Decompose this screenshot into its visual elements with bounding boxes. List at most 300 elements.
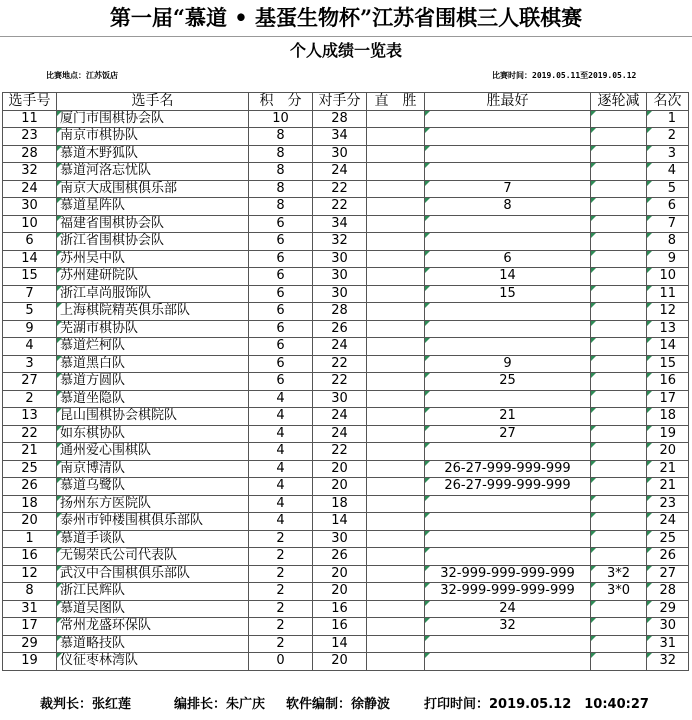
opponent-score-cell: 24 <box>313 163 367 181</box>
best-win-cell <box>425 548 591 566</box>
player-name-cell: 慕道黑白队 <box>57 355 249 373</box>
best-win-cell <box>425 233 591 251</box>
opponent-score-cell: 28 <box>313 303 367 321</box>
opponent-score-cell: 22 <box>313 443 367 461</box>
score-cell: 4 <box>249 513 313 531</box>
player-number-cell: 29 <box>3 635 57 653</box>
progressive-cut-cell <box>591 460 647 478</box>
referee-label: 裁判长：张红莲 <box>40 697 132 712</box>
progressive-cut-cell <box>591 390 647 408</box>
progressive-cut-cell <box>591 373 647 391</box>
results-table <box>2 92 689 671</box>
direct-win-cell <box>367 163 425 181</box>
best-win-cell <box>425 495 591 513</box>
player-name-cell: 上海棋院精英俱乐部队 <box>57 303 249 321</box>
direct-win-cell <box>367 338 425 356</box>
rank-cell: 27 <box>647 565 689 583</box>
player-number-cell: 18 <box>3 495 57 513</box>
progressive-cut-cell <box>591 163 647 181</box>
rank-cell: 17 <box>647 390 689 408</box>
column-header-direct-win: 直 胜 <box>367 93 425 111</box>
direct-win-cell <box>367 425 425 443</box>
rank-cell: 15 <box>647 355 689 373</box>
score-cell: 10 <box>249 110 313 128</box>
direct-win-cell <box>367 408 425 426</box>
rank-cell: 29 <box>647 600 689 618</box>
opponent-score-cell: 22 <box>313 198 367 216</box>
player-name-cell: 芜湖市棋协队 <box>57 320 249 338</box>
score-cell: 6 <box>249 303 313 321</box>
best-win-cell: 26-27-999-999-999 <box>425 460 591 478</box>
table-row <box>3 320 689 338</box>
player-name-cell: 常州龙盛环保队 <box>57 618 249 636</box>
progressive-cut-cell: 3*2 <box>591 565 647 583</box>
player-name-cell: 武汉中合围棋俱乐部队 <box>57 565 249 583</box>
table-row <box>3 250 689 268</box>
player-number-cell: 7 <box>3 285 57 303</box>
player-name-cell: 慕道乌鹭队 <box>57 478 249 496</box>
table-row <box>3 565 689 583</box>
rank-cell: 32 <box>647 653 689 671</box>
date-range-label: 比赛时间：2019.05.11至2019.05.12 <box>492 71 637 80</box>
table-row <box>3 600 689 618</box>
page-subtitle: 个人成绩一览表 <box>0 36 692 65</box>
direct-win-cell <box>367 215 425 233</box>
score-cell: 6 <box>249 233 313 251</box>
table-header-row <box>3 93 689 111</box>
rank-cell: 20 <box>647 443 689 461</box>
player-number-cell: 22 <box>3 425 57 443</box>
rank-cell: 11 <box>647 285 689 303</box>
direct-win-cell <box>367 180 425 198</box>
column-header-player-name: 选手名 <box>57 93 249 111</box>
progressive-cut-cell <box>591 303 647 321</box>
direct-win-cell <box>367 250 425 268</box>
progressive-cut-cell <box>591 548 647 566</box>
print-time-label: 打印时间：2019.05.12 10:40:27 <box>424 697 649 712</box>
player-name-cell: 慕道手谈队 <box>57 530 249 548</box>
player-number-cell: 12 <box>3 565 57 583</box>
best-win-cell: 7 <box>425 180 591 198</box>
table-row <box>3 215 689 233</box>
opponent-score-cell: 30 <box>313 530 367 548</box>
progressive-cut-cell <box>591 653 647 671</box>
rank-cell: 10 <box>647 268 689 286</box>
opponent-score-cell: 20 <box>313 565 367 583</box>
player-number-cell: 16 <box>3 548 57 566</box>
best-win-cell <box>425 320 591 338</box>
column-header-progressive-cut: 逐轮减 <box>591 93 647 111</box>
column-header-player-number: 选手号 <box>3 93 57 111</box>
progressive-cut-cell <box>591 198 647 216</box>
player-number-cell: 5 <box>3 303 57 321</box>
progressive-cut-cell <box>591 180 647 198</box>
score-cell: 2 <box>249 565 313 583</box>
player-number-cell: 8 <box>3 583 57 601</box>
score-cell: 4 <box>249 478 313 496</box>
rank-cell: 4 <box>647 163 689 181</box>
best-win-cell: 9 <box>425 355 591 373</box>
rank-cell: 1 <box>647 110 689 128</box>
direct-win-cell <box>367 618 425 636</box>
player-number-cell: 11 <box>3 110 57 128</box>
opponent-score-cell: 22 <box>313 180 367 198</box>
rank-cell: 30 <box>647 618 689 636</box>
player-number-cell: 32 <box>3 163 57 181</box>
player-name-cell: 仪征枣林湾队 <box>57 653 249 671</box>
opponent-score-cell: 14 <box>313 513 367 531</box>
player-name-cell: 福建省围棋协会队 <box>57 215 249 233</box>
progressive-cut-cell: 3*0 <box>591 583 647 601</box>
player-number-cell: 19 <box>3 653 57 671</box>
progressive-cut-cell <box>591 408 647 426</box>
score-cell: 0 <box>249 653 313 671</box>
table-row <box>3 355 689 373</box>
score-cell: 8 <box>249 128 313 146</box>
best-win-cell: 32 <box>425 618 591 636</box>
best-win-cell: 26-27-999-999-999 <box>425 478 591 496</box>
score-cell: 6 <box>249 268 313 286</box>
progressive-cut-cell <box>591 215 647 233</box>
opponent-score-cell: 30 <box>313 145 367 163</box>
rank-cell: 13 <box>647 320 689 338</box>
table-row <box>3 548 689 566</box>
opponent-score-cell: 30 <box>313 390 367 408</box>
score-cell: 4 <box>249 425 313 443</box>
opponent-score-cell: 26 <box>313 548 367 566</box>
direct-win-cell <box>367 128 425 146</box>
table-row <box>3 513 689 531</box>
score-cell: 6 <box>249 215 313 233</box>
progressive-cut-cell <box>591 443 647 461</box>
opponent-score-cell: 20 <box>313 653 367 671</box>
player-name-cell: 扬州东方医院队 <box>57 495 249 513</box>
player-number-cell: 23 <box>3 128 57 146</box>
rank-cell: 21 <box>647 478 689 496</box>
score-cell: 2 <box>249 530 313 548</box>
player-name-cell: 泰州市钟楼围棋俱乐部队 <box>57 513 249 531</box>
score-cell: 6 <box>249 355 313 373</box>
score-cell: 8 <box>249 145 313 163</box>
score-cell: 4 <box>249 390 313 408</box>
best-win-cell <box>425 145 591 163</box>
score-cell: 8 <box>249 163 313 181</box>
direct-win-cell <box>367 653 425 671</box>
direct-win-cell <box>367 355 425 373</box>
rank-cell: 6 <box>647 198 689 216</box>
direct-win-cell <box>367 233 425 251</box>
player-number-cell: 3 <box>3 355 57 373</box>
player-number-cell: 30 <box>3 198 57 216</box>
progressive-cut-cell <box>591 268 647 286</box>
best-win-cell: 21 <box>425 408 591 426</box>
progressive-cut-cell <box>591 618 647 636</box>
progressive-cut-cell <box>591 250 647 268</box>
player-name-cell: 通州爱心围棋队 <box>57 443 249 461</box>
direct-win-cell <box>367 145 425 163</box>
score-cell: 2 <box>249 548 313 566</box>
progressive-cut-cell <box>591 285 647 303</box>
direct-win-cell <box>367 635 425 653</box>
rank-cell: 26 <box>647 548 689 566</box>
score-cell: 4 <box>249 495 313 513</box>
column-header-score: 积 分 <box>249 93 313 111</box>
best-win-cell <box>425 303 591 321</box>
direct-win-cell <box>367 530 425 548</box>
player-name-cell: 昆山围棋协会棋院队 <box>57 408 249 426</box>
best-win-cell <box>425 390 591 408</box>
column-header-rank: 名次 <box>647 93 689 111</box>
rank-cell: 25 <box>647 530 689 548</box>
table-row <box>3 128 689 146</box>
progressive-cut-cell <box>591 530 647 548</box>
rank-cell: 16 <box>647 373 689 391</box>
direct-win-cell <box>367 478 425 496</box>
player-name-cell: 慕道略技队 <box>57 635 249 653</box>
opponent-score-cell: 22 <box>313 355 367 373</box>
opponent-score-cell: 20 <box>313 583 367 601</box>
best-win-cell <box>425 215 591 233</box>
rank-cell: 7 <box>647 215 689 233</box>
player-number-cell: 27 <box>3 373 57 391</box>
best-win-cell: 32-999-999-999-999 <box>425 565 591 583</box>
opponent-score-cell: 20 <box>313 478 367 496</box>
best-win-cell: 27 <box>425 425 591 443</box>
table-row <box>3 180 689 198</box>
opponent-score-cell: 18 <box>313 495 367 513</box>
rank-cell: 5 <box>647 180 689 198</box>
best-win-cell <box>425 110 591 128</box>
player-number-cell: 15 <box>3 268 57 286</box>
score-cell: 4 <box>249 460 313 478</box>
rank-cell: 3 <box>647 145 689 163</box>
table-row <box>3 443 689 461</box>
rank-cell: 31 <box>647 635 689 653</box>
score-cell: 6 <box>249 338 313 356</box>
progressive-cut-cell <box>591 425 647 443</box>
player-name-cell: 苏州建研院队 <box>57 268 249 286</box>
player-name-cell: 南京市棋协队 <box>57 128 249 146</box>
player-name-cell: 浙江省围棋协会队 <box>57 233 249 251</box>
direct-win-cell <box>367 303 425 321</box>
rank-cell: 9 <box>647 250 689 268</box>
progressive-cut-cell <box>591 600 647 618</box>
opponent-score-cell: 34 <box>313 128 367 146</box>
direct-win-cell <box>367 583 425 601</box>
player-number-cell: 2 <box>3 390 57 408</box>
venue-label: 比赛地点：江苏饭店 <box>46 71 118 80</box>
direct-win-cell <box>367 460 425 478</box>
direct-win-cell <box>367 110 425 128</box>
table-row <box>3 390 689 408</box>
table-row <box>3 530 689 548</box>
opponent-score-cell: 32 <box>313 233 367 251</box>
editor-label: 编排长：朱广庆 <box>174 697 266 712</box>
player-number-cell: 17 <box>3 618 57 636</box>
score-cell: 4 <box>249 408 313 426</box>
rank-cell: 19 <box>647 425 689 443</box>
table-row <box>3 635 689 653</box>
player-name-cell: 浙江卓尚服饰队 <box>57 285 249 303</box>
table-row <box>3 268 689 286</box>
opponent-score-cell: 26 <box>313 320 367 338</box>
column-header-best-win: 胜最好 <box>425 93 591 111</box>
player-number-cell: 31 <box>3 600 57 618</box>
table-row <box>3 145 689 163</box>
direct-win-cell <box>367 548 425 566</box>
table-row <box>3 478 689 496</box>
progressive-cut-cell <box>591 233 647 251</box>
footer <box>0 692 692 718</box>
player-number-cell: 25 <box>3 460 57 478</box>
best-win-cell <box>425 128 591 146</box>
player-number-cell: 6 <box>3 233 57 251</box>
table-row <box>3 110 689 128</box>
player-name-cell: 慕道河洛忘忧队 <box>57 163 249 181</box>
best-win-cell: 8 <box>425 198 591 216</box>
best-win-cell: 25 <box>425 373 591 391</box>
player-number-cell: 24 <box>3 180 57 198</box>
table-row <box>3 373 689 391</box>
progressive-cut-cell <box>591 635 647 653</box>
best-win-cell <box>425 443 591 461</box>
player-name-cell: 厦门市围棋协会队 <box>57 110 249 128</box>
score-cell: 6 <box>249 285 313 303</box>
score-cell: 8 <box>249 180 313 198</box>
score-cell: 2 <box>249 583 313 601</box>
best-win-cell <box>425 653 591 671</box>
table-row <box>3 425 689 443</box>
opponent-score-cell: 30 <box>313 250 367 268</box>
rank-cell: 14 <box>647 338 689 356</box>
player-name-cell: 南京博清队 <box>57 460 249 478</box>
software-label: 软件编制：徐静波 <box>286 697 391 712</box>
rank-cell: 2 <box>647 128 689 146</box>
player-number-cell: 21 <box>3 443 57 461</box>
player-name-cell: 南京大成围棋俱乐部 <box>57 180 249 198</box>
direct-win-cell <box>367 320 425 338</box>
player-number-cell: 1 <box>3 530 57 548</box>
score-cell: 8 <box>249 198 313 216</box>
player-number-cell: 13 <box>3 408 57 426</box>
rank-cell: 28 <box>647 583 689 601</box>
player-name-cell: 慕道星阵队 <box>57 198 249 216</box>
player-name-cell: 慕道方圆队 <box>57 373 249 391</box>
progressive-cut-cell <box>591 145 647 163</box>
best-win-cell <box>425 635 591 653</box>
rank-cell: 21 <box>647 460 689 478</box>
table-row <box>3 460 689 478</box>
player-number-cell: 20 <box>3 513 57 531</box>
score-cell: 2 <box>249 618 313 636</box>
column-header-opponent-score: 对手分 <box>313 93 367 111</box>
player-number-cell: 28 <box>3 145 57 163</box>
best-win-cell: 24 <box>425 600 591 618</box>
opponent-score-cell: 16 <box>313 600 367 618</box>
direct-win-cell <box>367 443 425 461</box>
rank-cell: 18 <box>647 408 689 426</box>
direct-win-cell <box>367 373 425 391</box>
player-number-cell: 10 <box>3 215 57 233</box>
page-title: 第一届“慕道 • 基蛋生物杯”江苏省围棋三人联棋赛 <box>109 5 583 30</box>
opponent-score-cell: 28 <box>313 110 367 128</box>
opponent-score-cell: 24 <box>313 425 367 443</box>
score-cell: 4 <box>249 443 313 461</box>
direct-win-cell <box>367 600 425 618</box>
score-cell: 6 <box>249 373 313 391</box>
opponent-score-cell: 20 <box>313 460 367 478</box>
best-win-cell <box>425 163 591 181</box>
player-name-cell: 如东棋协队 <box>57 425 249 443</box>
best-win-cell: 32-999-999-999-999 <box>425 583 591 601</box>
table-row <box>3 285 689 303</box>
table-row <box>3 653 689 671</box>
direct-win-cell <box>367 285 425 303</box>
table-row <box>3 495 689 513</box>
direct-win-cell <box>367 495 425 513</box>
opponent-score-cell: 16 <box>313 618 367 636</box>
score-cell: 2 <box>249 600 313 618</box>
direct-win-cell <box>367 268 425 286</box>
direct-win-cell <box>367 513 425 531</box>
table-row <box>3 338 689 356</box>
opponent-score-cell: 14 <box>313 635 367 653</box>
rank-cell: 23 <box>647 495 689 513</box>
table-row <box>3 618 689 636</box>
rank-cell: 8 <box>647 233 689 251</box>
progressive-cut-cell <box>591 495 647 513</box>
table-row <box>3 583 689 601</box>
player-name-cell: 浙江民辉队 <box>57 583 249 601</box>
progressive-cut-cell <box>591 338 647 356</box>
score-cell: 6 <box>249 320 313 338</box>
best-win-cell <box>425 513 591 531</box>
player-name-cell: 慕道木野狐队 <box>57 145 249 163</box>
progressive-cut-cell <box>591 128 647 146</box>
opponent-score-cell: 34 <box>313 215 367 233</box>
score-cell: 2 <box>249 635 313 653</box>
direct-win-cell <box>367 565 425 583</box>
table-row <box>3 303 689 321</box>
progressive-cut-cell <box>591 320 647 338</box>
table-row <box>3 198 689 216</box>
player-name-cell: 慕道坐隐队 <box>57 390 249 408</box>
direct-win-cell <box>367 390 425 408</box>
best-win-cell <box>425 530 591 548</box>
player-number-cell: 26 <box>3 478 57 496</box>
table-row <box>3 163 689 181</box>
opponent-score-cell: 24 <box>313 408 367 426</box>
best-win-cell: 14 <box>425 268 591 286</box>
player-name-cell: 苏州吴中队 <box>57 250 249 268</box>
table-row <box>3 233 689 251</box>
progressive-cut-cell <box>591 513 647 531</box>
opponent-score-cell: 22 <box>313 373 367 391</box>
player-name-cell: 无锡荣氏公司代表队 <box>57 548 249 566</box>
rank-cell: 12 <box>647 303 689 321</box>
opponent-score-cell: 30 <box>313 285 367 303</box>
opponent-score-cell: 24 <box>313 338 367 356</box>
progressive-cut-cell <box>591 478 647 496</box>
player-name-cell: 慕道烂柯队 <box>57 338 249 356</box>
player-number-cell: 4 <box>3 338 57 356</box>
direct-win-cell <box>367 198 425 216</box>
best-win-cell: 6 <box>425 250 591 268</box>
best-win-cell <box>425 338 591 356</box>
player-number-cell: 14 <box>3 250 57 268</box>
table-row <box>3 408 689 426</box>
player-number-cell: 9 <box>3 320 57 338</box>
